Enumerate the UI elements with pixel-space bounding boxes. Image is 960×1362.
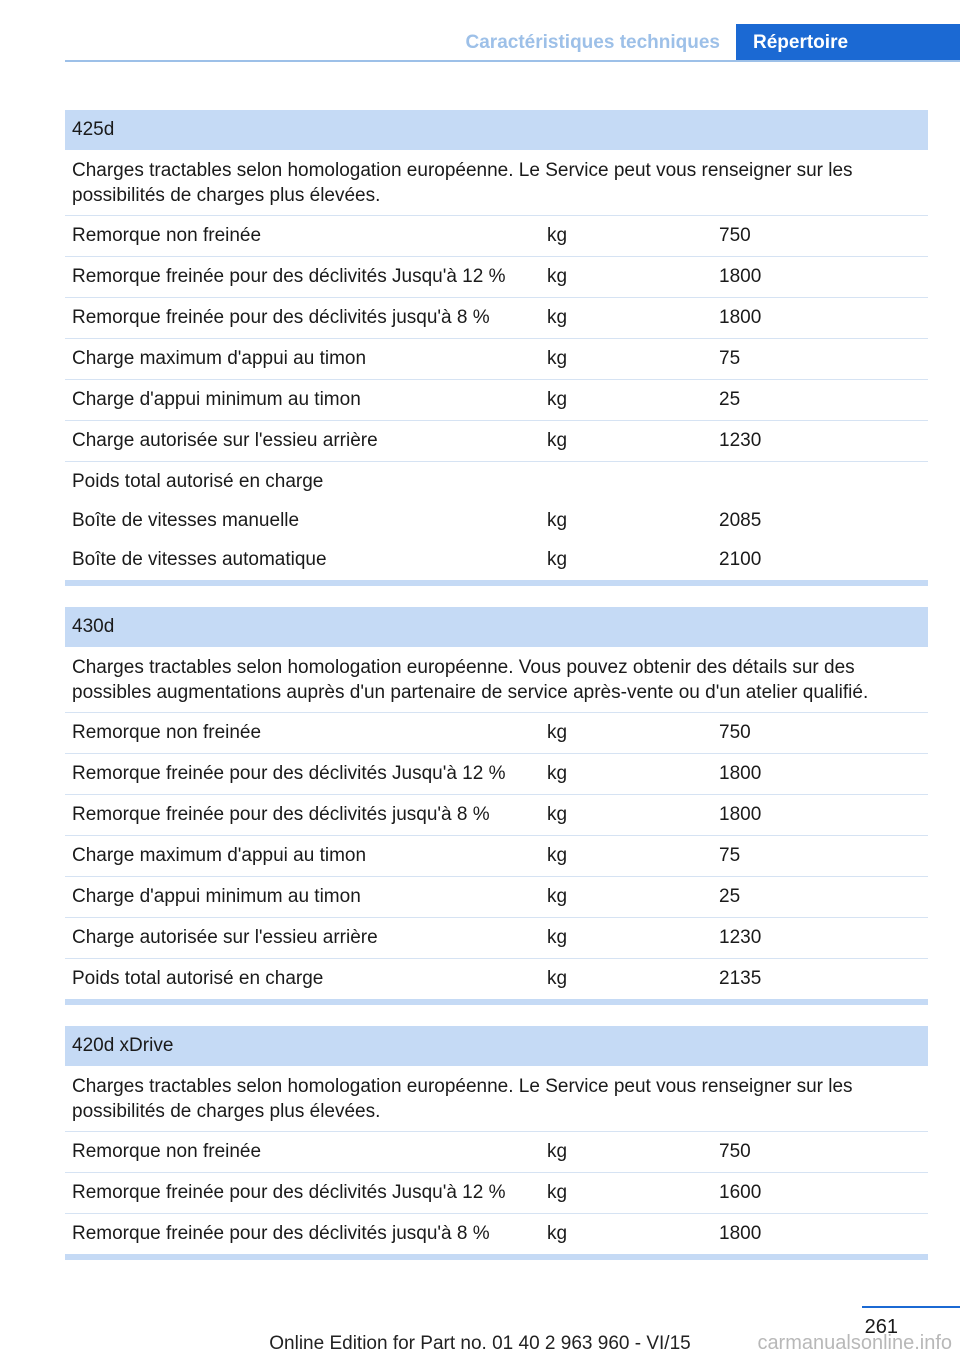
table-note: Charges tractables selon homologation européenne. Le Service peut vous renseigner sur les possibilités de charges plus élevées. [65,150,928,216]
table-row [65,339,928,380]
table-row [65,1173,928,1214]
row-unit: kg [547,266,568,287]
row-value: 1230 [719,430,762,451]
row-value: 1230 [719,927,762,948]
spec-table-430d [65,607,928,1005]
row-value: 1800 [719,307,762,328]
row-value: 25 [719,389,741,410]
row-value: 750 [719,722,751,743]
row-label: Remorque non freinée [72,1141,262,1162]
row-label: Poids total autorisé en charge [72,968,324,989]
row-value: 1800 [719,266,762,287]
row-value: 25 [719,886,741,907]
spec-table-420d-xdrive [65,1026,928,1260]
row-value: 750 [719,225,751,246]
row-value: 1800 [719,763,762,784]
row-label: Remorque freinée pour des déclivités Jusqu'à 12 % [72,763,506,784]
row-label: Remorque freinée pour des déclivités jusqu'à 8 % [72,307,490,328]
table-row [65,877,928,918]
row-unit: kg [547,804,568,825]
row-value: 1800 [719,804,762,825]
row-label: Remorque freinée pour des déclivités Jusqu'à 12 % [72,266,506,287]
row-label: Remorque freinée pour des déclivités jusqu'à 8 % [72,804,490,825]
row-unit: kg [547,430,568,451]
header-divider [65,60,960,62]
table-row [65,754,928,795]
table-footer-bar [65,580,928,586]
row-unit: kg [547,1141,568,1162]
edition-info: Online Edition for Part no. 01 40 2 963 960 - VI/15 [269,1333,691,1354]
table-row [65,501,928,540]
row-unit: kg [547,549,568,570]
page-number-rule [862,1306,960,1308]
row-label: Remorque freinée pour des déclivités jusqu'à 8 % [72,1223,490,1244]
row-value: 2085 [719,510,762,531]
table-row [65,836,928,877]
row-label: Remorque non freinée [72,225,262,246]
row-value: 75 [719,348,741,369]
row-value: 1800 [719,1223,762,1244]
table-title: 420d xDrive [65,1026,928,1066]
table-footer-bar [65,1254,928,1260]
row-unit: kg [547,845,568,866]
row-unit: kg [547,763,568,784]
row-value: 2100 [719,549,762,570]
row-label: Remorque non freinée [72,722,262,743]
row-label: Remorque freinée pour des déclivités Jusqu'à 12 % [72,1182,506,1203]
table-row [65,298,928,339]
row-label: Charge maximum d'appui au timon [72,845,367,866]
table-row [65,795,928,836]
table-row [65,216,928,257]
table-row [65,380,928,421]
row-label: Charge d'appui minimum au timon [72,886,361,907]
table-note: Charges tractables selon homologation européenne. Vous pouvez obtenir des détails sur des possibles augmentations auprès d'un partenaire de service après-vente ou d'un atelier qualifié. [65,647,928,713]
page-number: 261 [864,1316,898,1338]
row-label: Charge d'appui minimum au timon [72,389,361,410]
table-note: Charges tractables selon homologation européenne. Le Service peut vous renseigner sur les possibilités de charges plus élevées. [65,1066,928,1132]
row-unit: kg [547,1223,568,1244]
row-label: Charge maximum d'appui au timon [72,348,367,369]
watermark: carmanualsonline.info [757,1332,952,1354]
row-value: 750 [719,1141,751,1162]
table-row [65,1132,928,1173]
table-title: 425d [65,110,928,150]
table-row [65,959,928,999]
row-value: 1600 [719,1182,762,1203]
table-row [65,462,928,501]
row-unit: kg [547,886,568,907]
row-label: Charge autorisée sur l'essieu arrière [72,927,378,948]
header-section-link[interactable]: Caractéristiques techniques [465,32,720,53]
table-title: 430d [65,607,928,647]
row-unit: kg [547,510,568,531]
spec-table-425d [65,110,928,586]
row-unit: kg [547,722,568,743]
table-row [65,421,928,462]
table-row [65,257,928,298]
row-label: Charge autorisée sur l'essieu arrière [72,430,378,451]
page-header [65,24,960,62]
table-footer-bar [65,999,928,1005]
header-tab-repertoire[interactable]: Répertoire [736,24,960,62]
row-unit: kg [547,927,568,948]
row-label: Boîte de vitesses automatique [72,549,327,570]
row-unit: kg [547,307,568,328]
row-unit: kg [547,968,568,989]
row-unit: kg [547,348,568,369]
row-unit: kg [547,225,568,246]
row-unit: kg [547,389,568,410]
row-value: 2135 [719,968,762,989]
row-unit: kg [547,1182,568,1203]
row-value: 75 [719,845,741,866]
row-label: Poids total autorisé en charge [72,471,324,492]
table-row [65,1214,928,1254]
table-row [65,540,928,580]
row-label: Boîte de vitesses manuelle [72,510,300,531]
table-row [65,713,928,754]
table-row [65,918,928,959]
